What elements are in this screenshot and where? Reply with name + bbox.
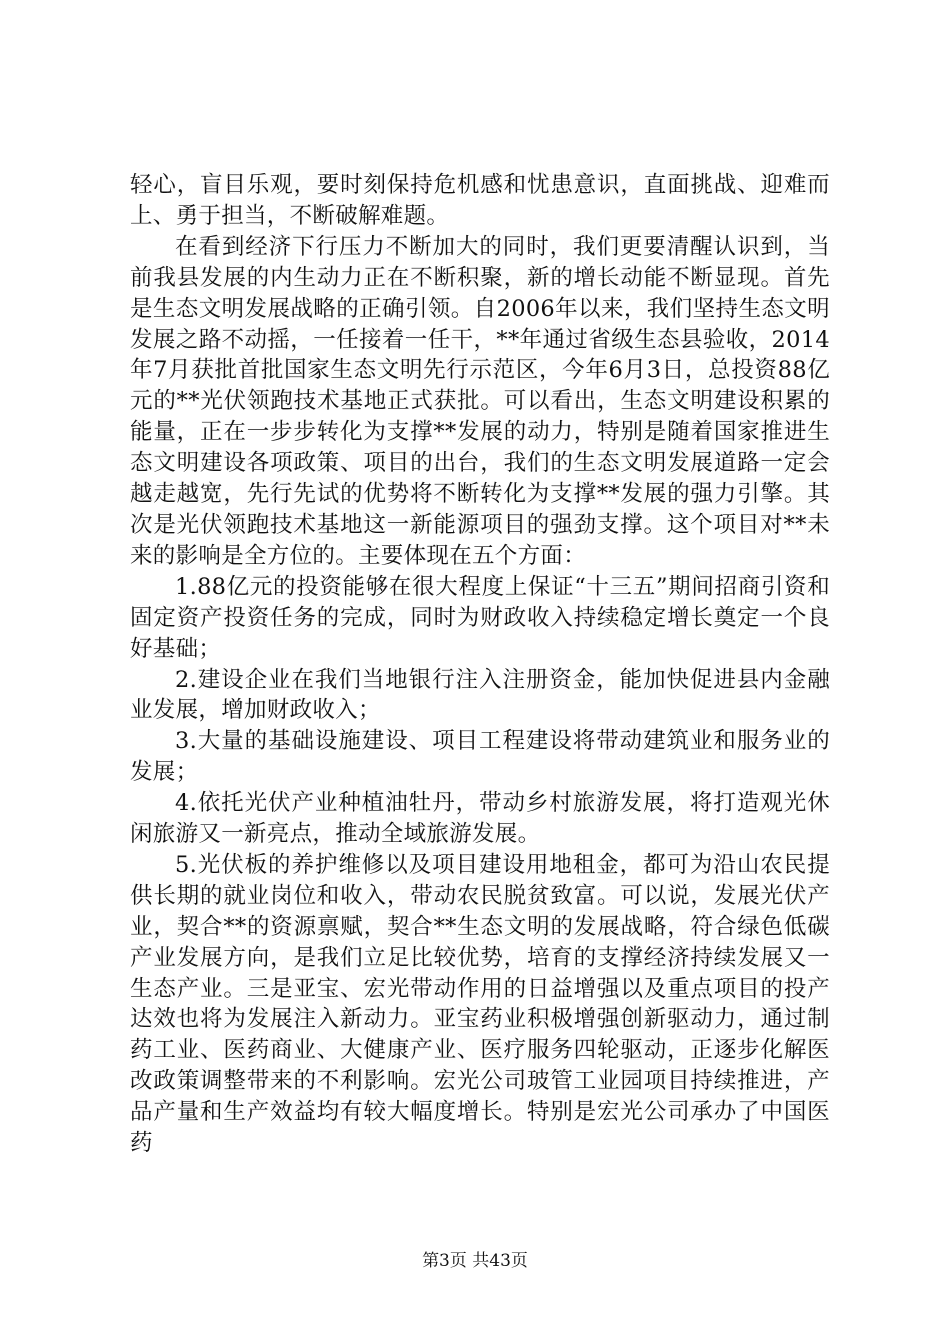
list-item-investment: 1.88亿元的投资能够在很大程度上保证“十三五”期间招商引资和固定资产投资任务的完成，同时为财政收入持续稳定增长奠定一个良好基础； [130, 573, 830, 662]
paragraph-economic-momentum: 在看到经济下行压力不断加大的同时，我们更要清醒认识到，当前我县发展的内生动力正在不断积聚，新的增长动能不断显现。首先是生态文明发展战略的正确引领。自2006年以来，我们坚持生态文明发展之路不动摇，一任接着一任干，**年通过省级生态县验收，2014年7月获批首批国家生态文明先行示范区，今年6月3日，总投资88亿元的**光伏领跑技术基地正式获批。可以看出，生态文明建设积累的能量，正在一步步转化为支撑**发展的动力，特别是随着国家推进生态文明建设各项政策、项目的出台，我们的生态文明发展道路一定会越走越宽，先行先试的优势将不断转化为支撑**发展的强力引擎。其次是光伏领跑技术基地这一新能源项目的强劲支撑。这个项目对**未来的影响是全方位的。主要体现在五个方面： [130, 233, 830, 569]
page-number-footer: 第3页 共43页 [422, 1251, 528, 1271]
list-item-infrastructure: 3.大量的基础设施建设、项目工程建设将带动建筑业和服务业的发展； [130, 728, 830, 786]
paragraph-continuation: 轻心，盲目乐观，要时刻保持危机感和忧患意识，直面挑战、迎难而上、勇于担当，不断破解难题。 [130, 172, 830, 229]
document-body [130, 170, 830, 1159]
list-item-employment: 5.光伏板的养护维修以及项目建设用地租金，都可为沿山农民提供长期的就业岗位和收入，带动农民脱贫致富。可以说，发展光伏产业，契合**的资源禀赋，契合**生态文明的发展战略，符合绿色低碳产业发展方向，是我们立足比较优势，培育的支撑经济持续发展又一生态产业。三是亚宝、宏光带动作用的日益增强以及重点项目的投产达效也将为发展注入新动力。亚宝药业积极增强创新驱动力，通过制药工业、医药商业、大健康产业、医疗服务四轮驱动，正逐步化解医改政策调整带来的不利影响。宏光公司玻管工业园项目持续推进，产品产量和生产效益均有较大幅度增长。特别是宏光公司承办了中国医药 [130, 851, 830, 1157]
list-item-finance: 2.建设企业在我们当地银行注入注册资金，能加快促进县内金融业发展，增加财政收入； [130, 666, 830, 724]
list-item-tourism: 4.依托光伏产业种植油牡丹，带动乡村旅游发展，将打造观光休闲旅游又一新亮点，推动全域旅游发展。 [130, 790, 830, 848]
